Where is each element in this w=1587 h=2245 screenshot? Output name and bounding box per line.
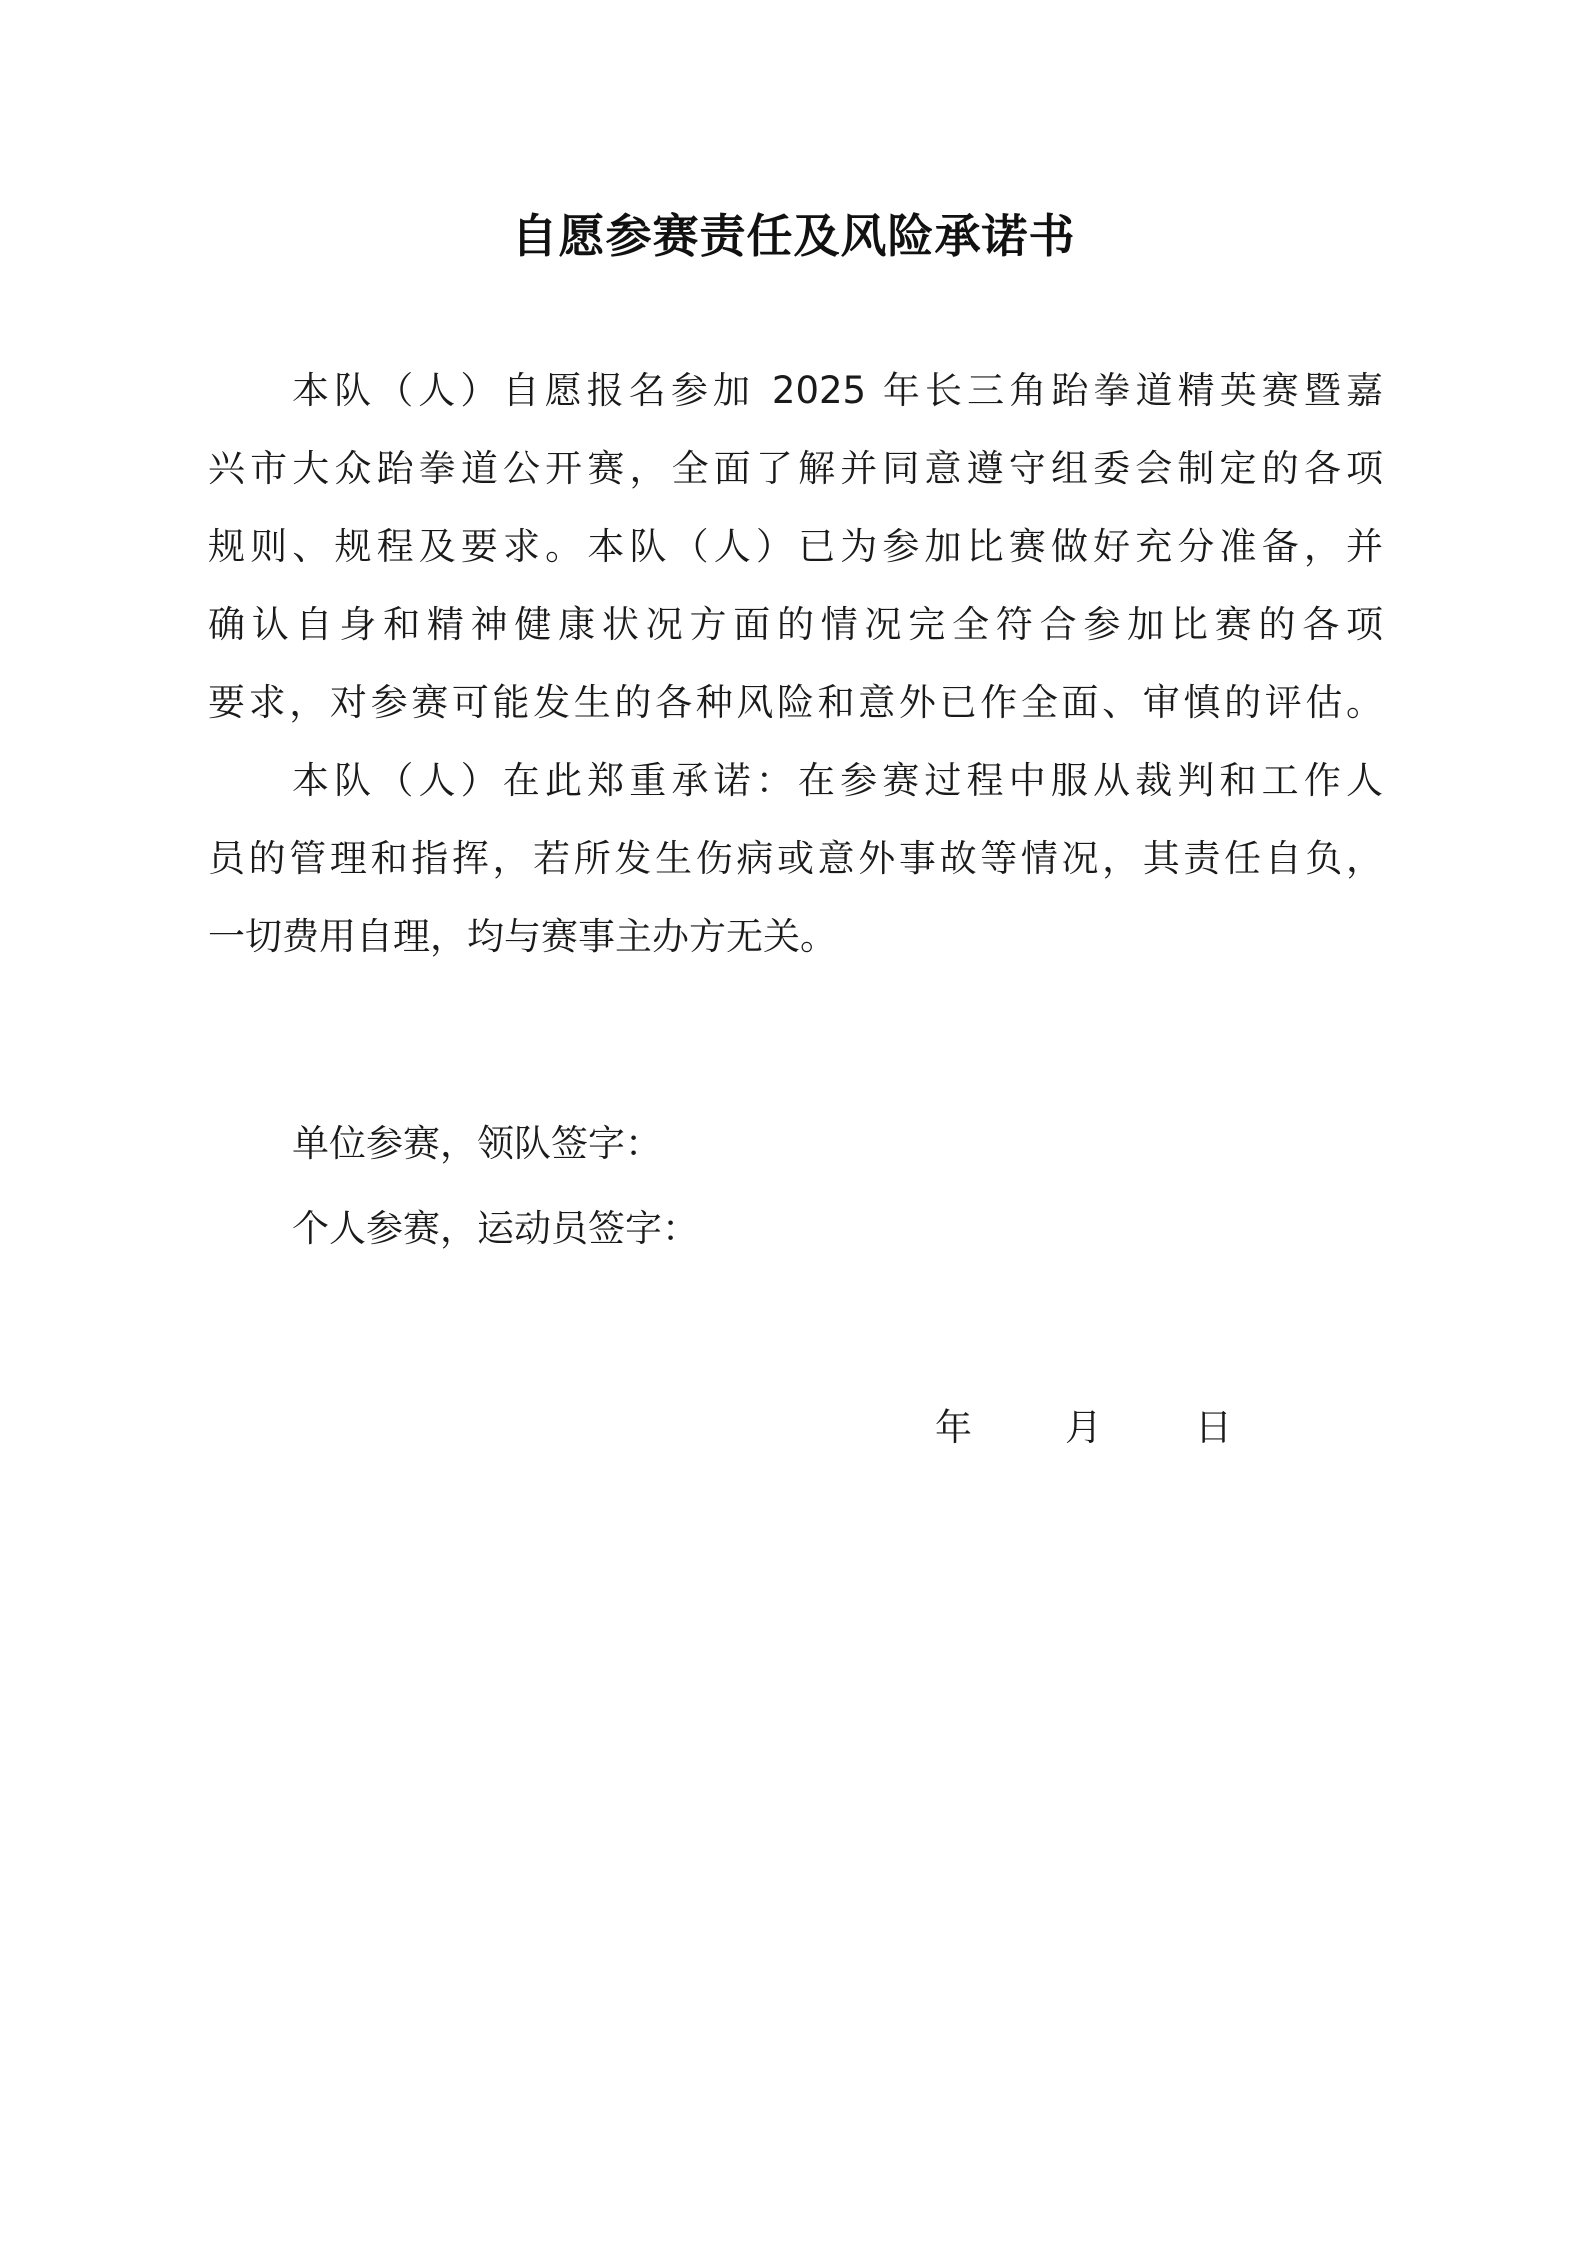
individual-signature-label: 个人参赛，运动员签字： <box>292 1207 699 1250</box>
commitment-body <box>208 352 1383 976</box>
paragraph-1-line-4: 确认自身和精神健康状况方面的情况完全符合参加比赛的各项 <box>208 603 1383 646</box>
paragraph-1-line-3: 规则、规程及要求。本队（人）已为参加比赛做好充分准备，并 <box>208 525 1383 568</box>
date-month-label: 月 <box>1065 1406 1102 1449</box>
paragraph-1-line-2: 兴市大众跆拳道公开赛，全面了解并同意遵守组委会制定的各项 <box>208 447 1383 490</box>
team-signature-label: 单位参赛，领队签字： <box>292 1122 662 1165</box>
document-title: 自愿参赛责任及风险承诺书 <box>511 209 1076 263</box>
signature-section <box>292 1101 699 1271</box>
paragraph-2-line-1: 本队（人）在此郑重承诺：在参赛过程中服从裁判和工作人 <box>292 759 1383 802</box>
date-day-label: 日 <box>1195 1406 1232 1449</box>
paragraph-1-line-1: 本队（人）自愿报名参加 2025 年长三角跆拳道精英赛暨嘉 <box>292 369 1383 412</box>
date-year-label: 年 <box>935 1406 972 1449</box>
paragraph-1-line-5: 要求，对参赛可能发生的各种风险和意外已作全面、审慎的评估。 <box>208 681 1383 724</box>
paragraph-2-line-2: 员的管理和指挥，若所发生伤病或意外事故等情况，其责任自负， <box>208 837 1383 880</box>
paragraph-2-line-3: 一切费用自理，均与赛事主办方无关。 <box>208 915 837 958</box>
